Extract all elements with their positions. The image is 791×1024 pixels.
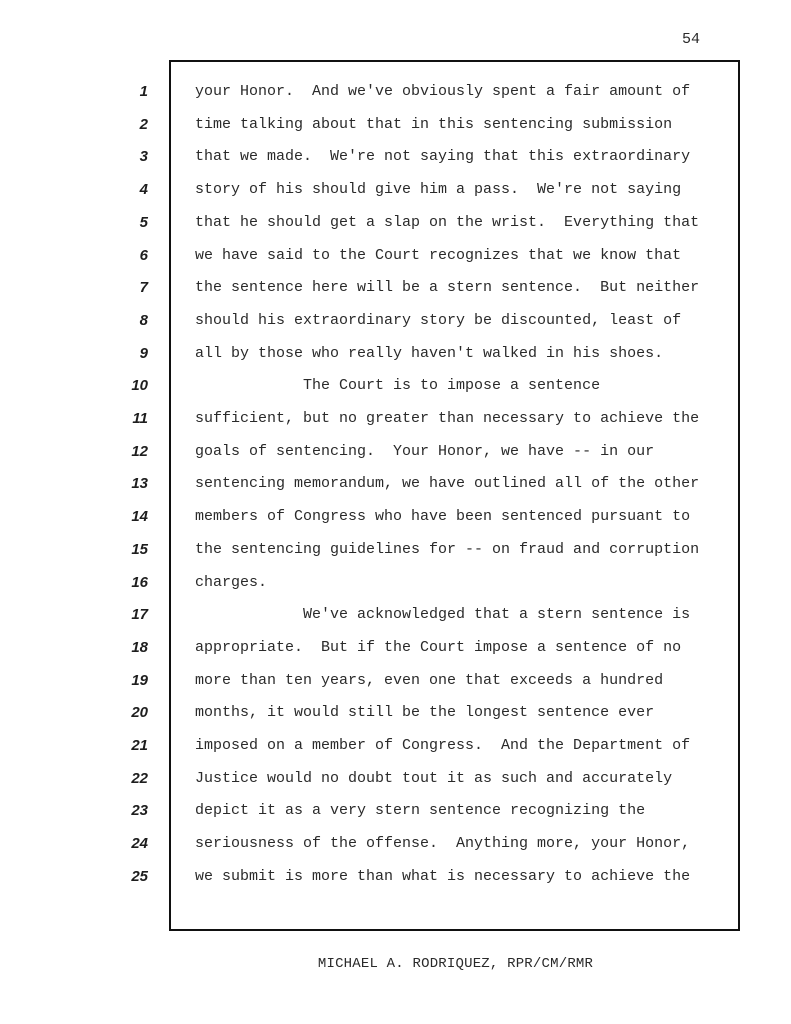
line-text: sentencing memorandum, we have outlined all of the other [195, 475, 700, 492]
line-number: 17 [131, 606, 148, 623]
line-text: we have said to the Court recognizes that we know that [195, 247, 682, 264]
line-text: the sentence here will be a stern sentence. But neither [195, 279, 700, 296]
line-number: 7 [139, 279, 148, 296]
line-text: time talking about that in this sentencing submission [195, 116, 673, 133]
line-text: that we made. We're not saying that this extraordinary [195, 148, 691, 165]
line-text: all by those who really haven't walked in his shoes. [195, 345, 664, 362]
page-number: 54 [682, 31, 701, 48]
line-number: 13 [131, 475, 148, 492]
line-number: 11 [132, 410, 148, 427]
line-number: 22 [131, 770, 148, 787]
line-text: charges. [195, 574, 268, 591]
line-text: the sentencing guidelines for -- on fraud and corruption [195, 541, 700, 558]
line-text: sufficient, but no greater than necessary to achieve the [195, 410, 700, 427]
line-number: 1 [139, 83, 148, 100]
line-text: your Honor. And we've obviously spent a fair amount of [195, 83, 691, 100]
court-reporter-footer: MICHAEL A. RODRIQUEZ, RPR/CM/RMR [317, 956, 594, 972]
line-number: 6 [139, 247, 148, 264]
line-number: 5 [139, 214, 148, 231]
line-number: 18 [131, 639, 148, 656]
line-number: 24 [131, 835, 148, 852]
line-text: that he should get a slap on the wrist. Everything that [195, 214, 700, 231]
line-text: appropriate. But if the Court impose a sentence of no [195, 639, 682, 656]
line-number: 23 [131, 802, 148, 819]
line-text: goals of sentencing. Your Honor, we have -- in our [195, 443, 655, 460]
line-text: seriousness of the offense. Anything more, your Honor, [195, 835, 691, 852]
line-text: We've acknowledged that a stern sentence is [195, 606, 691, 623]
line-number: 4 [139, 181, 148, 198]
line-text: more than ten years, even one that exceeds a hundred [195, 672, 664, 689]
line-number: 3 [139, 148, 148, 165]
line-number: 14 [131, 508, 148, 525]
line-text: The Court is to impose a sentence [195, 377, 601, 394]
line-text: we submit is more than what is necessary to achieve the [195, 868, 691, 885]
line-number: 2 [139, 116, 148, 133]
line-number: 16 [131, 574, 148, 591]
line-text: depict it as a very stern sentence recognizing the [195, 802, 646, 819]
line-text: months, it would still be the longest sentence ever [195, 704, 655, 721]
line-number: 12 [131, 443, 148, 460]
line-number: 19 [131, 672, 148, 689]
line-number: 25 [131, 868, 148, 885]
line-number: 15 [131, 541, 148, 558]
line-text: imposed on a member of Congress. And the Department of [195, 737, 691, 754]
line-number: 21 [131, 737, 148, 754]
line-number: 9 [139, 345, 148, 362]
line-number: 20 [131, 704, 148, 721]
line-text: members of Congress who have been sentenced pursuant to [195, 508, 691, 525]
line-number: 10 [131, 377, 148, 394]
line-text: Justice would no doubt tout it as such and accurately [195, 770, 673, 787]
line-text: should his extraordinary story be discounted, least of [195, 312, 682, 329]
line-text: story of his should give him a pass. We're not saying [195, 181, 682, 198]
line-number: 8 [139, 312, 148, 329]
